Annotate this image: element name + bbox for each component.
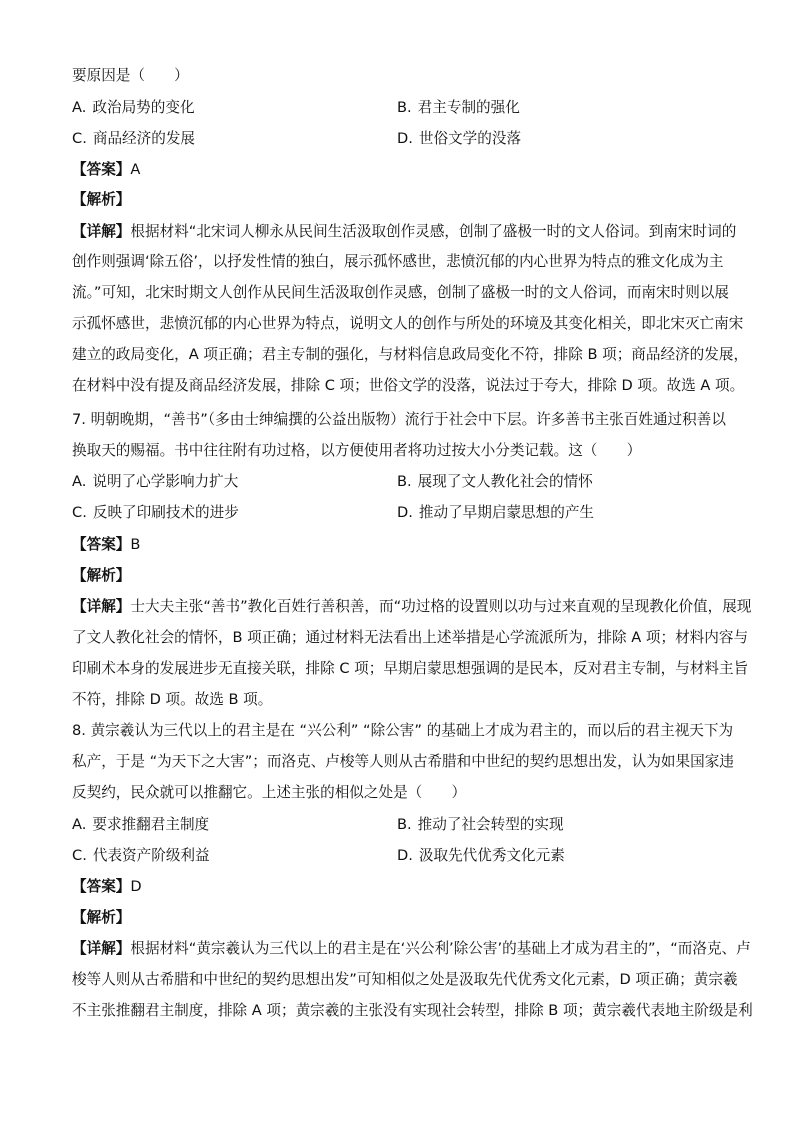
option-key: C. xyxy=(72,504,87,521)
option-key: D. xyxy=(397,504,413,521)
q6-detail-line-3: 流。”可知，北宋时期文人创作从民间生活汲取创作灵感，创制了盛极一时的文人俗词，而南宋时则以展 xyxy=(72,284,729,301)
option-text: 展现了文人教化社会的情怀 xyxy=(417,473,593,490)
option-text: 说明了心学影响力扩大 xyxy=(92,473,239,490)
q6-stem-tail: 要原因是（ ） xyxy=(72,67,189,84)
option-key: B. xyxy=(397,473,412,490)
q8-detail-line-3: 不主张推翻君主制度，排除 A 项；黄宗羲的主张没有实现社会转型，排除 B 项；黄宗羲代表地主阶级是利 xyxy=(72,1002,753,1019)
option-key: D. xyxy=(397,847,413,864)
q8-stem-line-2: 私产，于是 “为天下之大害”；而洛克、卢梭等人则从古希腊和中世纪的契约思想出发，认为如果国家违 xyxy=(72,753,734,770)
q6-detail-line-5: 建立的政局变化，A 项正确；君主专制的强化，与材料信息政局变化不符，排除 B 项；商品经济的发展， xyxy=(72,346,749,363)
q7-answer xyxy=(72,535,722,555)
answer-value: B xyxy=(130,536,141,553)
option-text: 汲取先代优秀文化元素 xyxy=(418,847,565,864)
q8-detail-line-2: 梭等人则从古希腊和中世纪的契约思想出发”可知相似之处是汲取先代优秀文化元素，D 项正确；黄宗羲 xyxy=(72,971,738,988)
q6-option-d xyxy=(397,129,521,149)
option-key: B. xyxy=(397,816,412,833)
q6-detail-line-6: 在材料中没有提及商品经济发展，排除 C 项；世俗文学的没落，说法过于夸大，排除 D 项。故选 A 项。 xyxy=(72,377,745,394)
option-text: 反映了印刷技术的进步 xyxy=(92,504,239,521)
q8-answer xyxy=(72,877,722,897)
q8-analysis-tag xyxy=(72,908,722,928)
detail-text: 根据材料“黄宗羲认为三代以上的君主是在‘兴公利’除公害’的基础上才成为君主的”，“而洛克、卢 xyxy=(130,940,751,957)
q6-option-b xyxy=(397,98,520,118)
q7-stem-line-2: 换取天的赐福。书中往往附有功过格，以方便使用者将功过按大小分类记载。这（ ） xyxy=(72,442,642,459)
detail-tag: 【详解】 xyxy=(72,940,131,957)
q7-stem-line-1: 7. 明朝晚期，“善书”（多由士绅编撰的公益出版物）流行于社会中下层。许多善书主张百姓通过积善以 xyxy=(72,411,726,428)
q6-detail-line-1 xyxy=(72,222,737,242)
option-key: A. xyxy=(72,473,87,490)
answer-value: D xyxy=(130,878,142,895)
option-key: A. xyxy=(72,816,87,833)
option-key: A. xyxy=(72,99,87,116)
detail-tag: 【详解】 xyxy=(72,598,131,615)
q7-detail-line-3: 印刷术本身的发展进步无直接关联，排除 C 项；早期启蒙思想强调的是民本，反对君主专制，与材料主旨 xyxy=(72,660,749,677)
detail-text: 士大夫主张“善书”教化百姓行善积善，而“功过格的设置则以功与过来直观的呈现教化价值，展现 xyxy=(130,598,752,615)
q6-option-a xyxy=(72,98,195,118)
q7-detail-line-2: 了文人教化社会的情怀，B 项正确；通过材料无法看出上述举措是心学流派所为，排除 A 项；材料内容与 xyxy=(72,629,749,646)
answer-value: A xyxy=(130,161,141,178)
option-text: 要求推翻君主制度 xyxy=(92,816,210,833)
q8-option-c xyxy=(72,846,210,866)
option-text: 商品经济的发展 xyxy=(92,130,196,147)
q6-answer xyxy=(72,160,722,180)
q6-analysis-tag xyxy=(72,190,722,210)
answer-tag: 【答案】 xyxy=(72,878,131,895)
detail-tag: 【详解】 xyxy=(72,223,131,240)
q7-option-b xyxy=(397,472,593,492)
q7-detail-line-4: 不符，排除 D 项。故选 B 项。 xyxy=(72,691,273,708)
q6-detail-line-2: 创作则强调‘除五俗’，以抒发性情的独白，展示孤怀感世，悲愤沉郁的内心世界为特点的雅文化成为主 xyxy=(72,253,724,270)
answer-tag: 【答案】 xyxy=(72,536,131,553)
q7-detail-line-1 xyxy=(72,597,752,617)
q7-option-c xyxy=(72,503,239,523)
q8-option-d xyxy=(397,846,565,866)
q7-option-a xyxy=(72,472,238,492)
option-text: 推动了早期启蒙思想的产生 xyxy=(418,504,595,521)
q6-option-c xyxy=(72,129,195,149)
analysis-tag: 【解析】 xyxy=(72,191,131,208)
option-key: D. xyxy=(397,130,413,147)
analysis-tag: 【解析】 xyxy=(72,567,131,584)
q8-stem-line-3: 反契约，民众就可以推翻它。上述主张的相似之处是（ ） xyxy=(72,784,467,801)
q8-detail-line-1 xyxy=(72,939,751,959)
option-key: B. xyxy=(397,99,412,116)
q6-detail-line-4: 示孤怀感世，悲愤沉郁的内心世界为特点，说明文人的创作与所处的环境及其变化相关，即北宋灭亡南宋 xyxy=(72,315,744,332)
detail-text: 根据材料“北宋词人柳永从民间生活汲取创作灵感，创制了盛极一时的文人俗词。到南宋时词的 xyxy=(130,223,737,240)
option-key: C. xyxy=(72,130,87,147)
option-text: 君主专制的强化 xyxy=(417,99,520,116)
option-text: 代表资产阶级利益 xyxy=(92,847,210,864)
option-text: 政治局势的变化 xyxy=(92,99,195,116)
q8-stem-line-1: 8. 黄宗羲认为三代以上的君主是在 “兴公利” “除公害” 的基础上才成为君主的，而以后的君主视天下为 xyxy=(72,722,734,739)
q8-option-a xyxy=(72,815,209,835)
option-text: 推动了社会转型的实现 xyxy=(417,816,564,833)
q8-option-b xyxy=(397,815,564,835)
answer-tag: 【答案】 xyxy=(72,161,131,178)
q7-analysis-tag xyxy=(72,566,722,586)
option-key: C. xyxy=(72,847,87,864)
analysis-tag: 【解析】 xyxy=(72,909,131,926)
option-text: 世俗文学的没落 xyxy=(418,130,522,147)
q7-option-d xyxy=(397,503,594,523)
